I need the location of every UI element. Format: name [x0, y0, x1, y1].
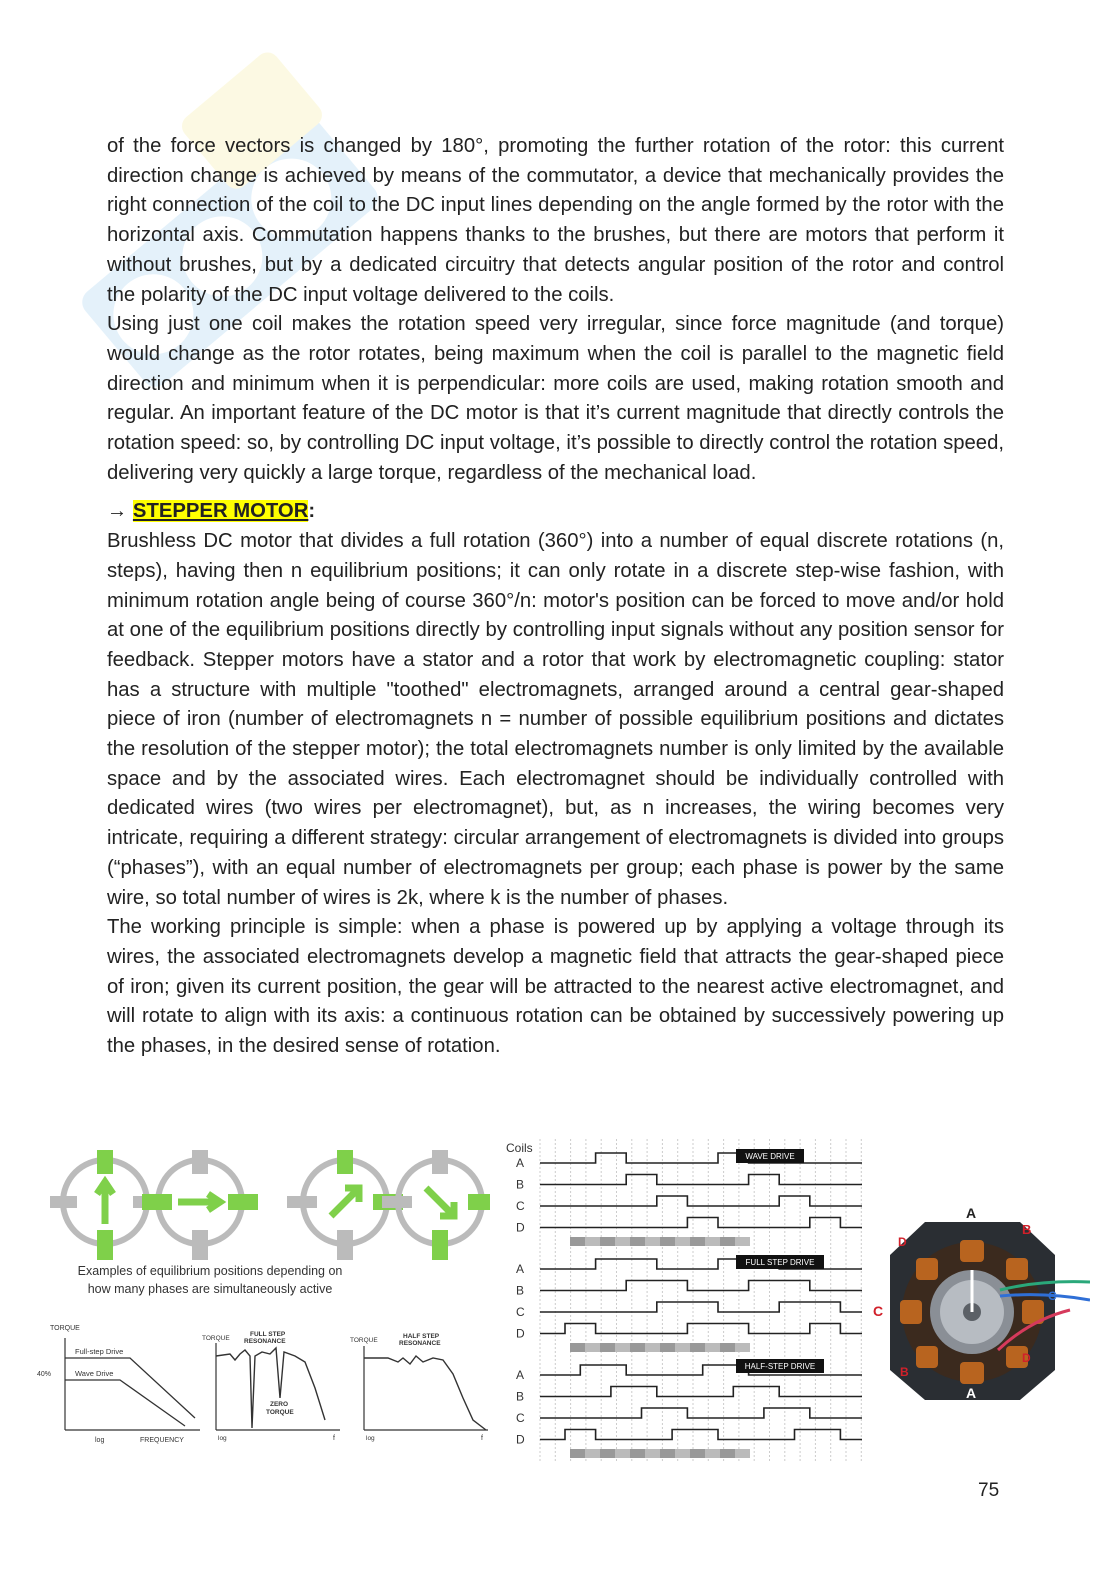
step-bar	[645, 1343, 660, 1352]
rotor-diagram	[382, 1150, 490, 1260]
wave-label: Wave Drive	[75, 1369, 114, 1378]
step-bar	[720, 1237, 735, 1246]
step-bar	[660, 1449, 675, 1458]
step-bar	[570, 1237, 585, 1246]
heading-label: STEPPER MOTOR	[132, 500, 309, 523]
step-bar	[585, 1343, 600, 1352]
paragraph: The working principle is simple: when a phase is powered up by applying a voltage through its wires, the associated electromagnets develop a magnetic field that attracts the gear-shaped piece of iron; given its current position, the gear will be attracted to the nearest active electromagnet, and will rotate to align with its axis: a continuous rotation can be obtained by successively powering up the phases, in the desired sense of rotation.	[107, 916, 1004, 1058]
step-bar	[675, 1449, 690, 1458]
page-number: 75	[978, 1480, 1000, 1501]
svg-text:log: log	[366, 1435, 375, 1442]
coil-waveform	[540, 1218, 862, 1228]
step-bar	[600, 1237, 615, 1246]
coils-label: Coils	[506, 1141, 533, 1155]
coil-letter: B	[516, 1389, 525, 1404]
step-bar	[675, 1343, 690, 1352]
coil-letter: D	[516, 1432, 525, 1447]
svg-text:TORQUE: TORQUE	[202, 1335, 230, 1342]
step-bar	[570, 1343, 585, 1352]
step-bar	[585, 1449, 600, 1458]
coil-letter: A	[516, 1156, 525, 1170]
coil-waveform	[540, 1196, 862, 1206]
step-bar	[630, 1449, 645, 1458]
step-bar	[630, 1343, 645, 1352]
rotor-diagram	[142, 1150, 258, 1260]
coil-letter: C	[516, 1305, 525, 1319]
motor-label: C	[873, 1303, 884, 1319]
half-step-drive-label: HALF-STEP DRIVE	[744, 1362, 816, 1371]
full-step-label: Full-step Drive	[75, 1347, 124, 1356]
coil-waveform	[540, 1175, 862, 1185]
motor-label: A	[966, 1385, 977, 1401]
step-bar	[690, 1449, 705, 1458]
coil-letter: D	[516, 1326, 525, 1341]
svg-text:HALF STEP: HALF STEP	[403, 1333, 440, 1340]
coil-letter: B	[516, 1177, 525, 1192]
section-heading	[107, 497, 1004, 527]
body-text	[107, 132, 1004, 1062]
step-bar	[660, 1237, 675, 1246]
step-bar	[705, 1343, 720, 1352]
motor-label: B	[900, 1365, 909, 1379]
coil-letter: C	[516, 1199, 525, 1213]
half-step-resonance-chart	[348, 1328, 493, 1446]
step-bar	[705, 1449, 720, 1458]
paragraph: of the force vectors is changed by 180°, promoting the further rotation of the rotor: this current direction change is achieved by means of the commutator, a device that mechanically provides the right connection of the coil to the DC input lines depending on the angle formed by the rotor with the horizontal axis. Commutation happens thanks to the brushes, but there are motors that perform it without brushes, but by a dedicated circuitry that detects angular position of the rotor and control the polarity of the DC input voltage delivered to the coils.	[107, 135, 1004, 306]
step-bar	[720, 1343, 735, 1352]
coil-letter: B	[516, 1283, 525, 1298]
heading-colon: :	[308, 500, 316, 523]
coil-waveform	[540, 1408, 862, 1418]
step-bar	[690, 1343, 705, 1352]
step-bar	[600, 1343, 615, 1352]
paragraph: Using just one coil makes the rotation speed very irregular, since force magnitude (and torque) would change as the rotor rotates, being maximum when the coil is parallel to the magnetic field direction and minimum when it is perpendicular: more coils are used, making rotation smooth and regular. An important feature of the DC motor is that it’s current magnitude that directly controls the rotation speed: so, by controlling DC input voltage, it’s possible to directly control the rotation speed, delivering very quickly a large torque, regardless of the mechanical load.	[107, 313, 1004, 484]
motor-label: A	[966, 1205, 977, 1221]
y-axis-label: TORQUE	[50, 1325, 80, 1332]
step-bar	[735, 1343, 750, 1352]
motor-label: D	[1022, 1351, 1031, 1365]
x-axis-log: log	[95, 1437, 105, 1444]
motor-label: C	[1048, 1289, 1057, 1303]
coil-waveform	[540, 1302, 862, 1312]
svg-text:RESONANCE: RESONANCE	[399, 1340, 441, 1347]
svg-text:f: f	[481, 1435, 483, 1442]
svg-text:log: log	[218, 1435, 227, 1442]
step-bar	[675, 1237, 690, 1246]
full-step-drive-label: FULL STEP DRIVE	[745, 1258, 815, 1267]
coil-letter: C	[516, 1411, 525, 1425]
svg-text:FULL STEP: FULL STEP	[250, 1331, 286, 1338]
arrow: →	[107, 500, 133, 523]
step-bar	[660, 1343, 675, 1352]
step-bar	[585, 1237, 600, 1246]
step-bar	[615, 1343, 630, 1352]
motor-label: D	[898, 1235, 907, 1249]
svg-text:f: f	[333, 1435, 335, 1442]
figure-caption: Examples of equilibrium positions depending on how many phases are simultaneously active	[77, 1264, 343, 1296]
coil-waveform	[540, 1153, 862, 1163]
step-bar	[645, 1449, 660, 1458]
equilibrium-diagrams	[50, 1150, 490, 1260]
svg-text:TORQUE: TORQUE	[350, 1337, 378, 1344]
step-bar	[645, 1237, 660, 1246]
coil-letter: A	[516, 1368, 525, 1382]
step-bar	[720, 1449, 735, 1458]
coil-waveform	[540, 1324, 862, 1334]
svg-text:RESONANCE: RESONANCE	[244, 1338, 286, 1345]
x-axis-label: FREQUENCY	[140, 1437, 184, 1444]
coil-letter: A	[516, 1262, 525, 1276]
paragraph: Brushless DC motor that divides a full rotation (360°) into a number of equal discrete rotations (n, steps), having then n equilibrium positions; it can only rotate in a discrete step-wise fashion, with minimum rotation angle being of course 360°/n: motor's position can be forced to move and/or hold at one of the equilibrium positions directly by controlling input signals without any position sensor for feedback. Stepper motors have a stator and a rotor that work by electromagnetic coupling: stator has a structure with multiple "toothed" electromagnets, arranged around a central gear-shaped piece of iron (number of electromagnets n = number of possible equilibrium positions and dictates the resolution of the stepper motor); the total electromagnets number is only limited by the available space and by the associated wires. Each electromagnet should be individually controlled with dedicated wires (two wires per electromagnet), but, as n increases, the wiring becomes very intricate, requiring a different strategy: circular arrangement of electromagnets is divided into groups (“phases”), with an equal number of electromagnets per group; each phase is power by the same wire, so total number of wires is 2k, where k is the number of phases.	[107, 530, 1004, 909]
percent-label: 40%	[37, 1371, 52, 1378]
svg-text:ZERO: ZERO	[270, 1401, 289, 1408]
full-step-resonance-chart	[200, 1328, 345, 1446]
stepper-motor-photo	[870, 1200, 1090, 1412]
wave-drive-label: WAVE DRIVE	[745, 1152, 795, 1161]
coil-waveform	[540, 1430, 862, 1440]
step-bar	[690, 1237, 705, 1246]
step-bar	[615, 1237, 630, 1246]
svg-text:TORQUE: TORQUE	[266, 1409, 294, 1416]
step-bar	[735, 1237, 750, 1246]
timing-diagram	[500, 1137, 870, 1467]
coil-waveform	[540, 1387, 862, 1397]
step-bar	[570, 1449, 585, 1458]
step-bar	[600, 1449, 615, 1458]
torque-frequency-chart	[35, 1318, 205, 1448]
coil-letter: D	[516, 1220, 525, 1235]
step-bar	[735, 1449, 750, 1458]
step-bar	[615, 1449, 630, 1458]
step-bar	[705, 1237, 720, 1246]
motor-label: B	[1022, 1222, 1032, 1237]
step-bar	[630, 1237, 645, 1246]
coil-waveform	[540, 1281, 862, 1291]
